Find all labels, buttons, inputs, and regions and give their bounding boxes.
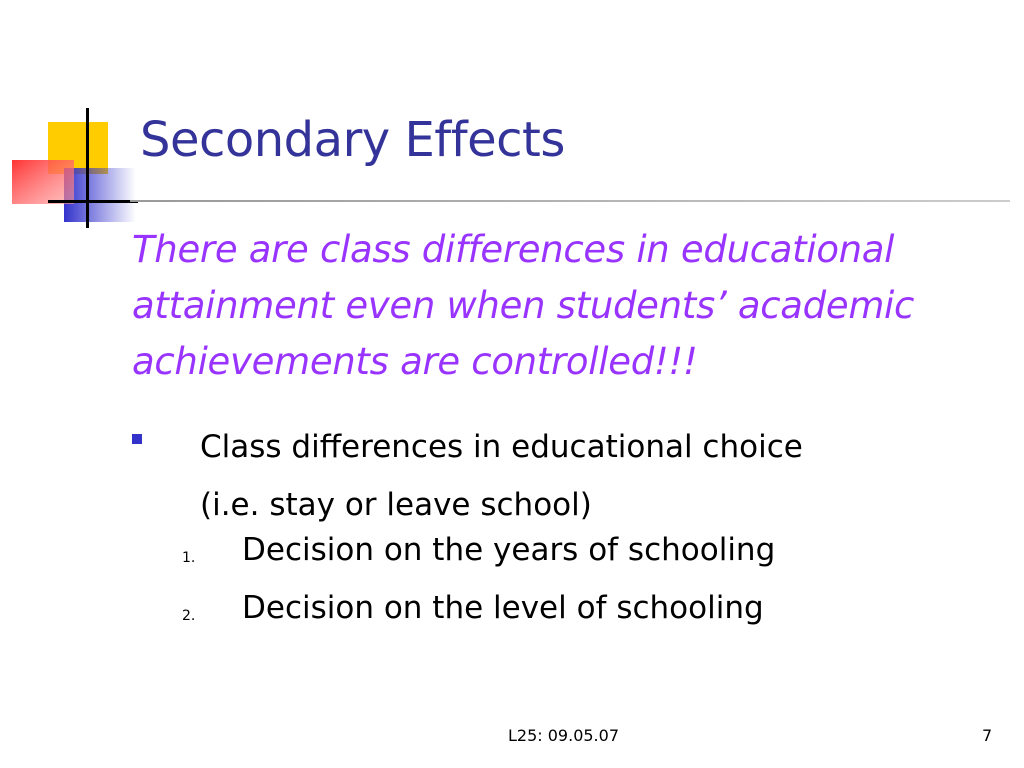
logo-vertical-line [86, 108, 89, 228]
logo-horizontal-line [48, 200, 138, 203]
footer-page-number: 7 [982, 726, 993, 745]
square-bullet-icon [132, 434, 142, 444]
logo-blue-square [64, 168, 136, 222]
numbered-item-text: Decision on the years of schooling [242, 532, 776, 568]
logo-yellow-square [48, 122, 108, 174]
numbered-item-number: 1. [182, 550, 196, 566]
logo-red-square [12, 160, 74, 204]
title-underline [130, 200, 1010, 202]
numbered-item-number: 2. [182, 608, 196, 624]
bullet-text-line-1: Class differences in educational choice [200, 429, 803, 465]
footer-lecture-date: L25: 09.05.07 [508, 726, 619, 745]
slide-subtitle: There are class differences in educational attainment even when students’ academic achievements are controlled!!! [132, 228, 915, 383]
bullet-text-line-2: (i.e. stay or leave school) [200, 487, 592, 523]
bullet-text [200, 418, 960, 534]
numbered-item-text: Decision on the level of schooling [242, 590, 764, 626]
slide-title: Secondary Effects [140, 112, 565, 168]
